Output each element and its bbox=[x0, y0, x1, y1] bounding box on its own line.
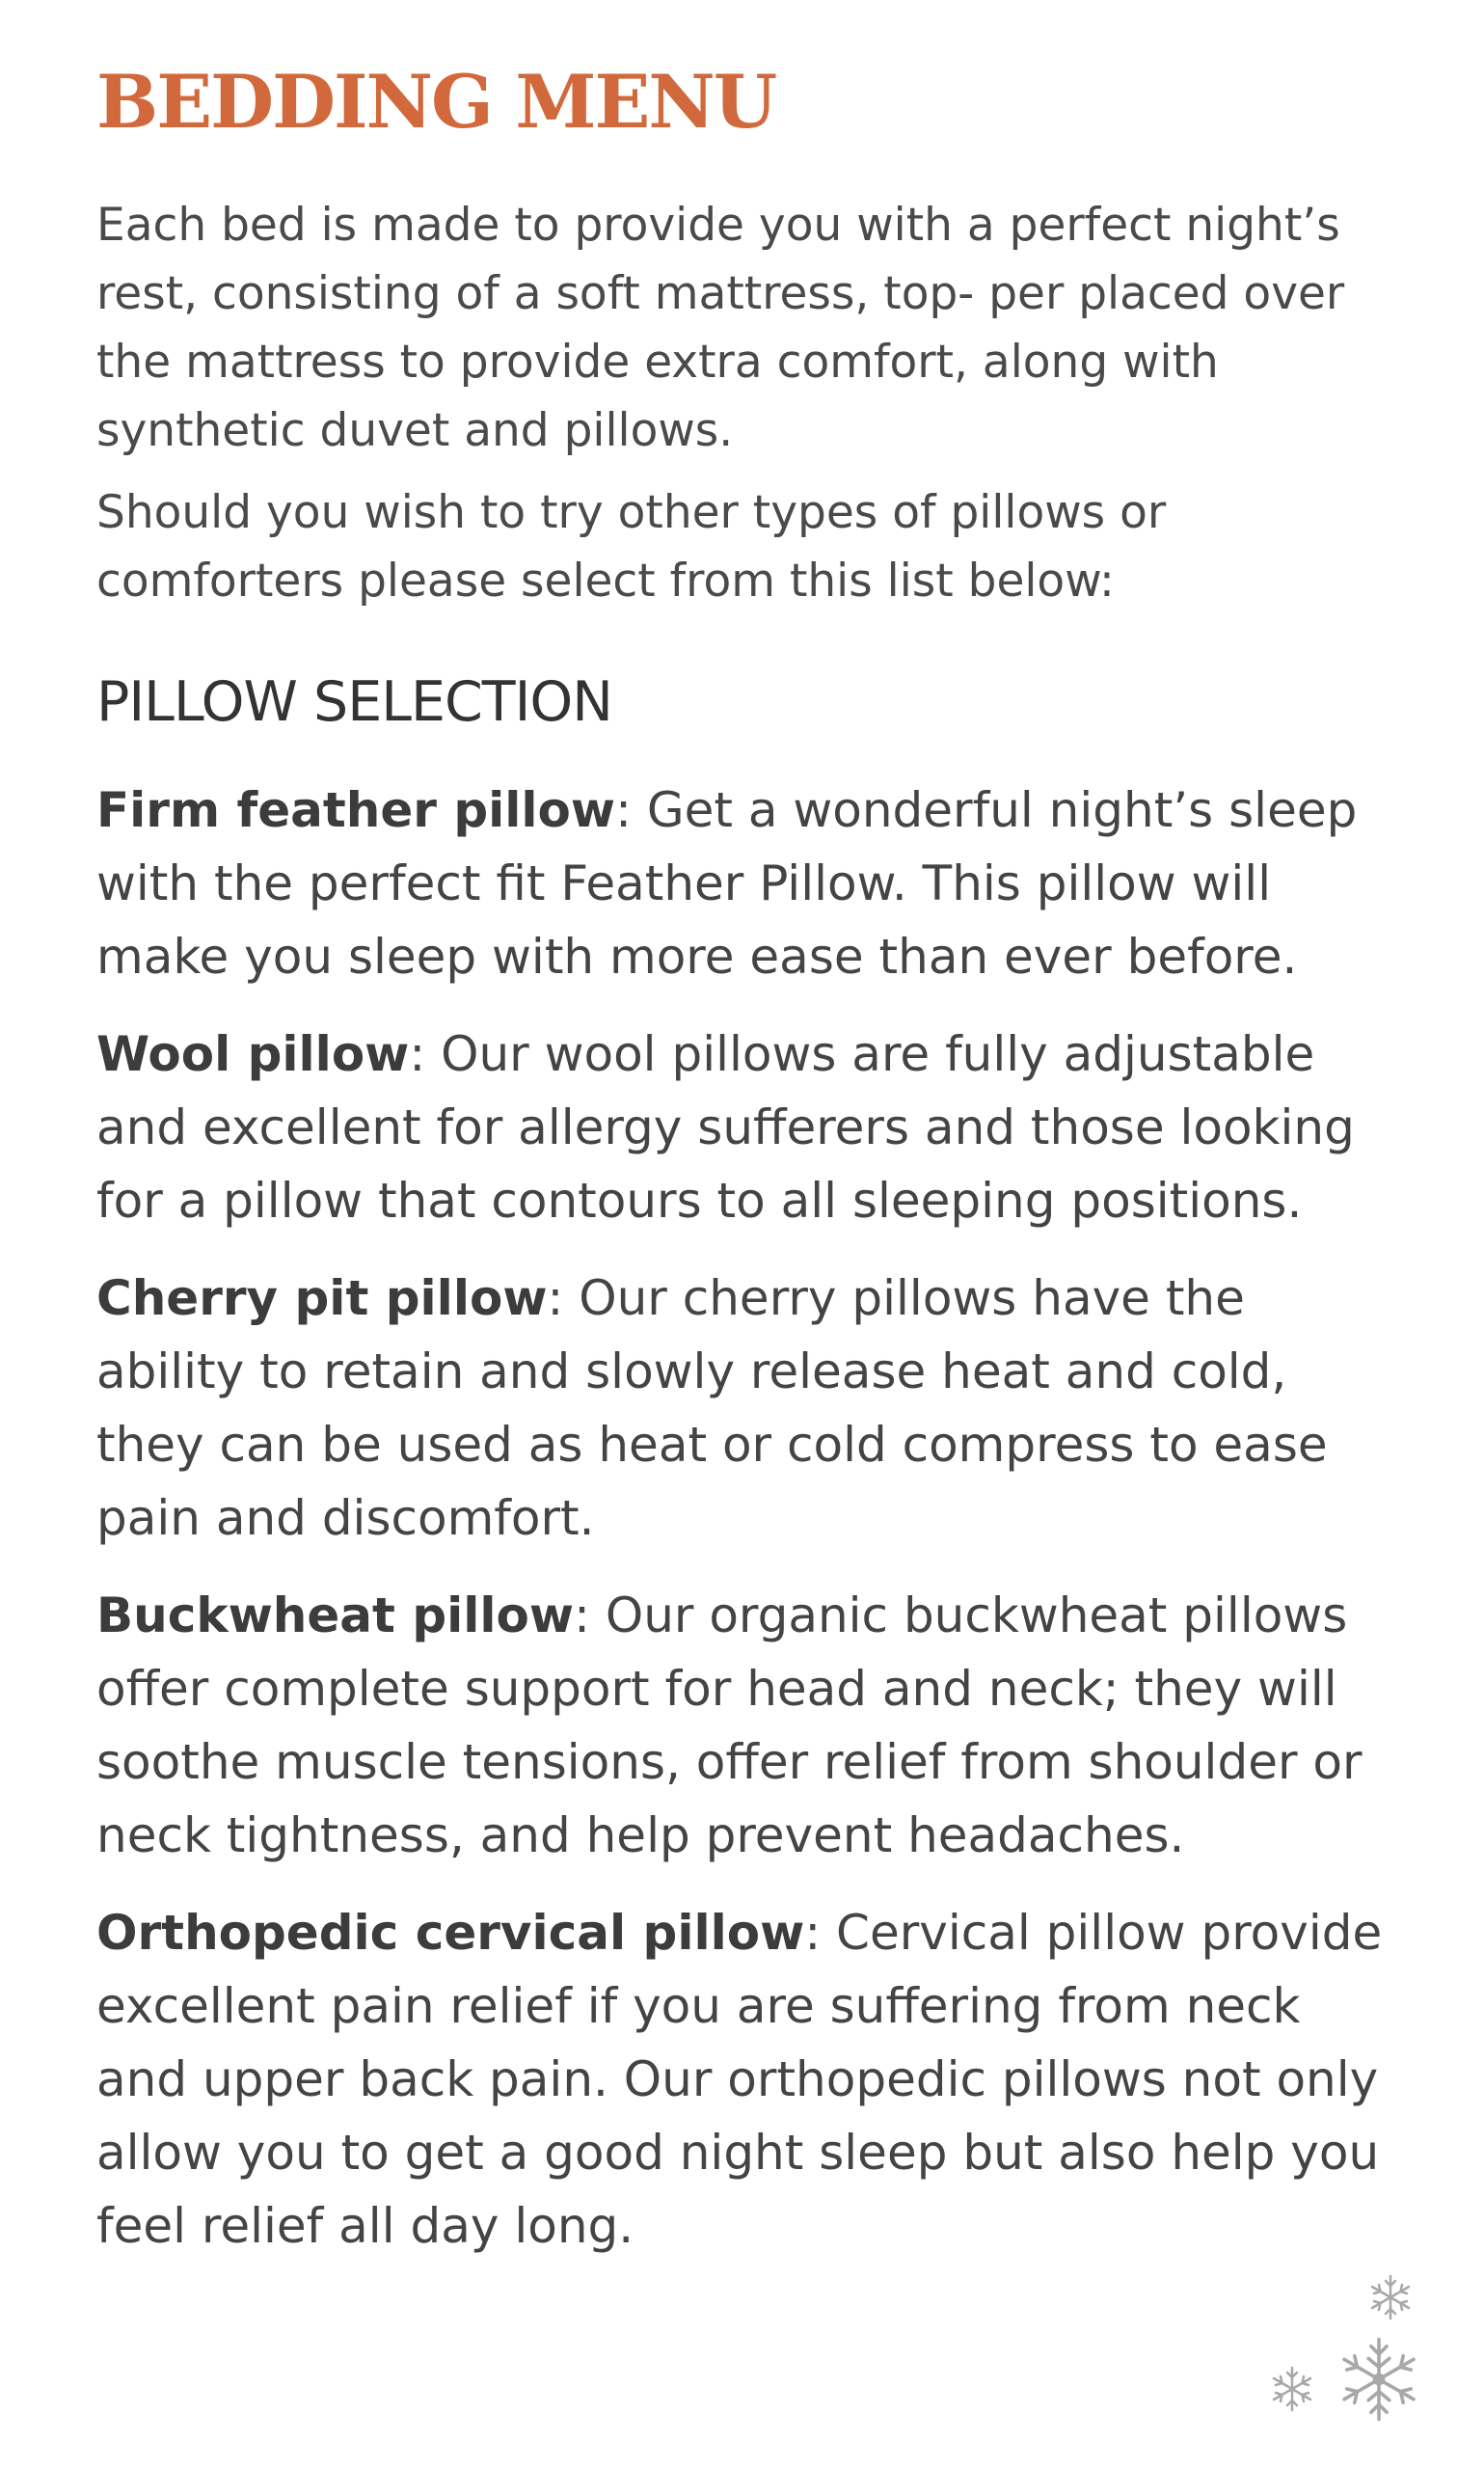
page-title: BEDDING MENU bbox=[96, 59, 776, 145]
pillow-name: Cherry pit pillow bbox=[96, 1270, 548, 1326]
snowflake-icon bbox=[1268, 2365, 1316, 2413]
pillow-description: : Our organic buckwheat pillows offer complete support for head and neck; they will soothe muscle tensions, offer relief from shoulder or neck tightness, and help prevent headaches. bbox=[96, 1587, 1363, 1863]
pillow-item-orthopedic-cervical bbox=[96, 1896, 1389, 2263]
pillow-name: Buckwheat pillow bbox=[96, 1587, 575, 1643]
pillow-name: Firm feather pillow bbox=[96, 782, 616, 838]
snowflake-icon bbox=[1366, 2273, 1415, 2321]
pillow-name: Wool pillow bbox=[96, 1026, 410, 1082]
pillow-description: : Get a wonderful night’s sleep with the perfect fit Feather Pillow. This pillow will make you sleep with more ease than ever before. bbox=[96, 782, 1358, 985]
pillow-description: : Cervical pillow provide excellent pain relief if you are suffering from neck and upper back pain. Our orthopedic pillows not only allow you to get a good night sleep but also help you feel relief all day long. bbox=[96, 1905, 1383, 2254]
pillow-item-buckwheat bbox=[96, 1579, 1389, 1872]
pillow-name: Orthopedic cervical pillow bbox=[96, 1905, 805, 1961]
pillow-description: : Our cherry pillows have the ability to retain and slowly release heat and cold, they can be used as heat or cold compress to ease pain and discomfort. bbox=[96, 1270, 1328, 1546]
section-heading-pillow-selection: PILLOW SELECTION bbox=[96, 670, 612, 734]
intro-instruction: Should you wish to try other types of pillows or comforters please select from this list below: bbox=[96, 486, 1167, 608]
pillow-item-firm-feather bbox=[96, 773, 1389, 993]
pillow-item-wool bbox=[96, 1017, 1389, 1237]
pillow-description: : Our wool pillows are fully adjustable and excellent for allergy sufferers and those looking for a pillow that contours to all sleeping positions. bbox=[96, 1026, 1355, 1229]
intro-paragraph: Each bed is made to provide you with a perfect night’s rest, consisting of a soft mattress, top- per placed over the mattress to provide extra comfort, along with synthetic duvet and pillows. bbox=[96, 199, 1345, 457]
pillow-item-cherry-pit bbox=[96, 1262, 1389, 1555]
snowflake-icon bbox=[1336, 2336, 1422, 2423]
